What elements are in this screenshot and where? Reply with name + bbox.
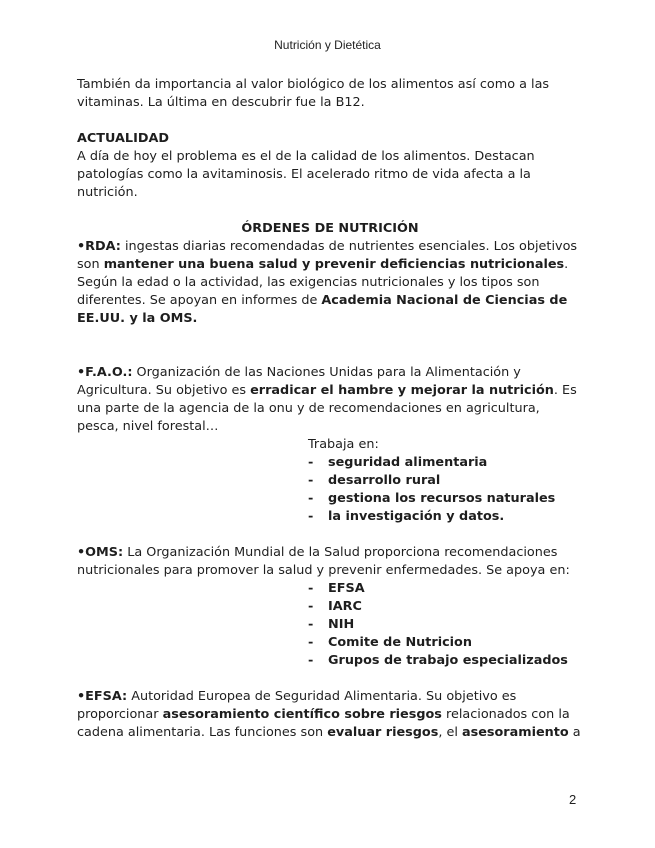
list-item: - Comite de Nutricion [328,634,583,652]
oms-list [77,580,583,670]
ordenes-heading: ÓRDENES DE NUTRICIÓN [241,221,419,236]
list-item: - gestiona los recursos naturales [328,490,583,508]
efsa-paragraph: •EFSA: Autoridad Europea de Seguridad Alimentaria. Su objetivo es proporcionar asesoramiento científico sobre riesgos relacionados con la cadena alimentaria. Las funciones son evaluar riesgos, el asesoramiento a [77,689,581,740]
page-header: Nutrición y Dietética [274,38,381,52]
list-item: - IARC [328,598,583,616]
efsa-label: •EFSA: [77,689,128,704]
rda-label: •RDA: [77,239,121,254]
rda-paragraph: •RDA: ingestas diarias recomendadas de nutrientes esenciales. Los objetivos son mantener una buena salud y prevenir deficiencias nutricionales. Según la edad o la actividad, las exigencias nutricionales y los tipos son diferentes. Se apoyan en informes de Academia Nacional de Ciencias de EE.UU. y la OMS. [77,239,578,326]
list-item: - EFSA [328,580,583,598]
oms-label: •OMS: [77,545,124,560]
fao-list-intro: Trabaja en: [308,437,379,452]
list-item: - la investigación y datos. [328,508,583,526]
actualidad-heading: ACTUALIDAD [77,131,169,146]
document-body [77,76,583,742]
fao-paragraph: •F.A.O.: Organización de las Naciones Unidas para la Alimentación y Agricultura. Su objetivo es erradicar el hambre y mejorar la nutrición. Es una parte de la agencia de la onu y de recomendaciones en agricultura, pesca, nivel forestal… [77,365,577,434]
fao-list [77,454,583,526]
list-item: - NIH [328,616,583,634]
actualidad-paragraph: A día de hoy el problema es el de la calidad de los alimentos. Destacan patologías como la avitaminosis. El acelerado ritmo de vida afecta a la nutrición. [77,149,535,200]
oms-paragraph: •OMS: La Organización Mundial de la Salud proporciona recomendaciones nutricionales para promover la salud y prevenir enfermedades. Se apoya en: [77,545,570,578]
list-item: - seguridad alimentaria [328,454,583,472]
list-item: - Grupos de trabajo especializados [328,652,583,670]
list-item: - desarrollo rural [328,472,583,490]
page-number: 2 [569,792,577,807]
intro-paragraph: También da importancia al valor biológico de los alimentos así como a las vitaminas. La última en descubrir fue la B12. [77,77,550,110]
fao-label: •F.A.O.: [77,365,133,380]
